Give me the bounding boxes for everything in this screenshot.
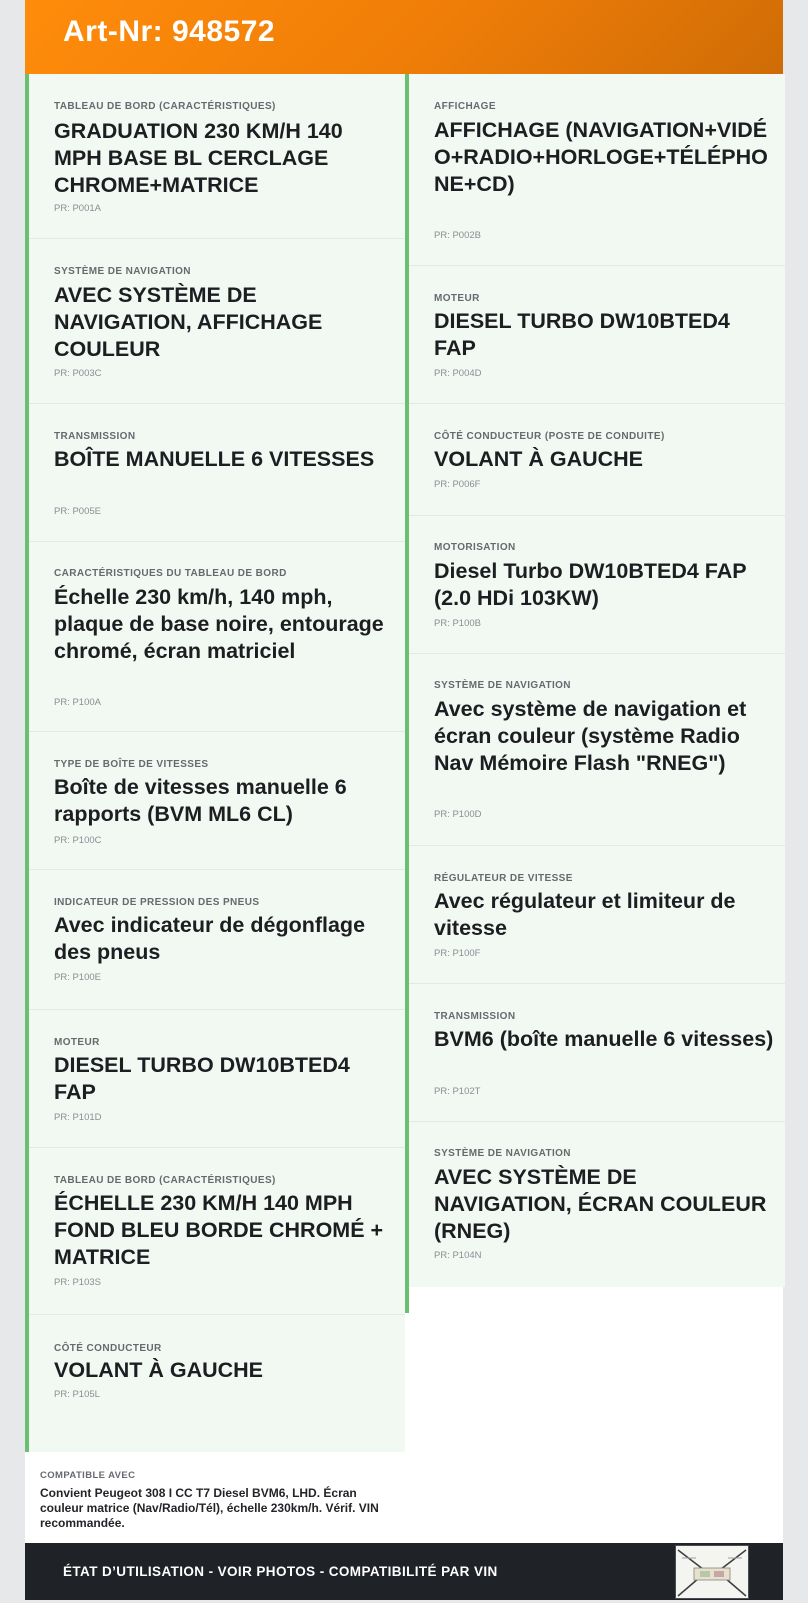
spec-item bbox=[409, 984, 785, 1122]
spec-value: Avec système de navigation et écran couleur (système Radio Nav Mémoire Flash "RNEG") bbox=[434, 697, 747, 775]
spec-item bbox=[409, 74, 785, 266]
spec-category: INDICATEUR DE PRESSION DES PNEUS bbox=[54, 897, 260, 908]
spec-item bbox=[29, 239, 405, 404]
spec-value: VOLANT À GAUCHE bbox=[434, 447, 644, 471]
spec-item bbox=[409, 1122, 785, 1287]
spec-pr-code: PR: P103S bbox=[54, 1277, 101, 1288]
spec-category: TRANSMISSION bbox=[434, 1011, 516, 1022]
spec-pr-code: PR: P100B bbox=[434, 618, 481, 629]
spec-value: Avec indicateur de dégonflage des pneus bbox=[54, 913, 366, 964]
product-sheet bbox=[25, 0, 783, 1600]
spec-pr-code: PR: P002B bbox=[434, 230, 481, 241]
article-number-title: Art-Nr: 948572 bbox=[63, 15, 276, 48]
product-photo-thumbnail[interactable] bbox=[675, 1545, 749, 1599]
footer-condition-text: ÉTAT D’UTILISATION - VOIR PHOTOS - COMPATIBILITÉ PAR VIN bbox=[63, 1564, 498, 1579]
spec-item bbox=[29, 732, 405, 870]
spec-pr-code: PR: P004D bbox=[434, 368, 482, 379]
spec-category: MOTORISATION bbox=[434, 542, 516, 553]
spec-item bbox=[29, 542, 405, 732]
spec-category: CÔTÉ CONDUCTEUR (POSTE DE CONDUITE) bbox=[434, 431, 665, 442]
spec-value: GRADUATION 230 KM/H 140 MPH BASE BL CERCLAGE CHROME+MATRICE bbox=[54, 119, 343, 197]
spec-item bbox=[29, 1010, 405, 1148]
spec-item bbox=[409, 846, 785, 984]
spec-value: VOLANT À GAUCHE bbox=[54, 1358, 264, 1382]
instrument-cluster-icon bbox=[676, 1546, 748, 1598]
spec-pr-code: PR: P100E bbox=[54, 972, 101, 983]
spec-pr-code: PR: P100C bbox=[54, 835, 102, 846]
header-bar bbox=[25, 0, 783, 74]
spec-pr-code: PR: P006F bbox=[434, 479, 481, 490]
spec-pr-code: PR: P100F bbox=[434, 948, 481, 959]
spec-category: MOTEUR bbox=[54, 1037, 100, 1048]
spec-pr-code: PR: P003C bbox=[54, 368, 102, 379]
spec-item bbox=[29, 1148, 405, 1315]
spec-value: ÉCHELLE 230 KM/H 140 MPH FOND BLEU BORDE CHROMÉ + MATRICE bbox=[54, 1191, 384, 1269]
spec-value: Échelle 230 km/h, 140 mph, plaque de base noire, entourage chromé, écran matriciel bbox=[54, 585, 384, 663]
spec-pr-code: PR: P104N bbox=[434, 1250, 482, 1261]
spec-category: CARACTÉRISTIQUES DU TABLEAU DE BORD bbox=[54, 568, 287, 579]
footer-bar bbox=[25, 1543, 783, 1600]
spec-value: AVEC SYSTÈME DE NAVIGATION, ÉCRAN COULEUR (RNEG) bbox=[434, 1165, 767, 1243]
spec-item bbox=[409, 516, 785, 654]
spec-category: AFFICHAGE bbox=[434, 101, 496, 112]
right-spec-column bbox=[405, 74, 785, 1313]
spec-category: TABLEAU DE BORD (CARACTÉRISTIQUES) bbox=[54, 1175, 276, 1186]
spec-item bbox=[409, 404, 785, 516]
spec-pr-code: PR: P101D bbox=[54, 1112, 102, 1123]
spec-category: SYSTÈME DE NAVIGATION bbox=[434, 1148, 571, 1159]
spec-item bbox=[409, 654, 785, 846]
spec-value: Boîte de vitesses manuelle 6 rapports (BVM ML6 CL) bbox=[54, 775, 347, 826]
spec-value: DIESEL TURBO DW10BTED4 FAP bbox=[54, 1053, 350, 1104]
spec-value: BVM6 (boîte manuelle 6 vitesses) bbox=[434, 1027, 774, 1051]
spec-item bbox=[409, 266, 785, 404]
spec-category: SYSTÈME DE NAVIGATION bbox=[54, 266, 191, 277]
spec-value: BOÎTE MANUELLE 6 VITESSES bbox=[54, 447, 375, 471]
compatibility-text: Convient Peugeot 308 I CC T7 Diesel BVM6, LHD. Écran couleur matrice (Nav/Radio/Tél), échelle 230km/h. Vérif. VIN recommandée. bbox=[40, 1486, 379, 1530]
spec-value: DIESEL TURBO DW10BTED4 FAP bbox=[434, 309, 730, 360]
spec-category: TABLEAU DE BORD (CARACTÉRISTIQUES) bbox=[54, 101, 276, 112]
spec-category: TYPE DE BOÎTE DE VITESSES bbox=[54, 759, 209, 770]
spec-item bbox=[29, 74, 405, 239]
spec-value: AVEC SYSTÈME DE NAVIGATION, AFFICHAGE COULEUR bbox=[54, 283, 323, 361]
compatibility-box bbox=[25, 1452, 403, 1542]
spec-category: SYSTÈME DE NAVIGATION bbox=[434, 680, 571, 691]
spec-pr-code: PR: P001A bbox=[54, 203, 101, 214]
spec-pr-code: PR: P005E bbox=[54, 506, 101, 517]
spec-item bbox=[29, 870, 405, 1010]
left-spec-column bbox=[25, 74, 405, 1452]
spec-category: TRANSMISSION bbox=[54, 431, 136, 442]
spec-pr-code: PR: P105L bbox=[54, 1389, 100, 1400]
spec-value: Diesel Turbo DW10BTED4 FAP (2.0 HDi 103KW) bbox=[434, 559, 747, 610]
spec-item bbox=[29, 404, 405, 542]
spec-category: CÔTÉ CONDUCTEUR bbox=[54, 1343, 162, 1354]
spec-pr-code: PR: P100D bbox=[434, 809, 482, 820]
spec-category: MOTEUR bbox=[434, 293, 480, 304]
compatibility-label: COMPATIBLE AVEC bbox=[40, 1470, 136, 1481]
spec-category: RÉGULATEUR DE VITESSE bbox=[434, 873, 573, 884]
spec-pr-code: PR: P100A bbox=[54, 697, 101, 708]
spec-value: Avec régulateur et limiteur de vitesse bbox=[434, 889, 736, 940]
spec-item bbox=[29, 1315, 405, 1452]
spec-value: AFFICHAGE (NAVIGATION+VIDÉO+RADIO+HORLOGE+TÉLÉPHONE+CD) bbox=[434, 118, 768, 196]
spec-pr-code: PR: P102T bbox=[434, 1086, 481, 1097]
